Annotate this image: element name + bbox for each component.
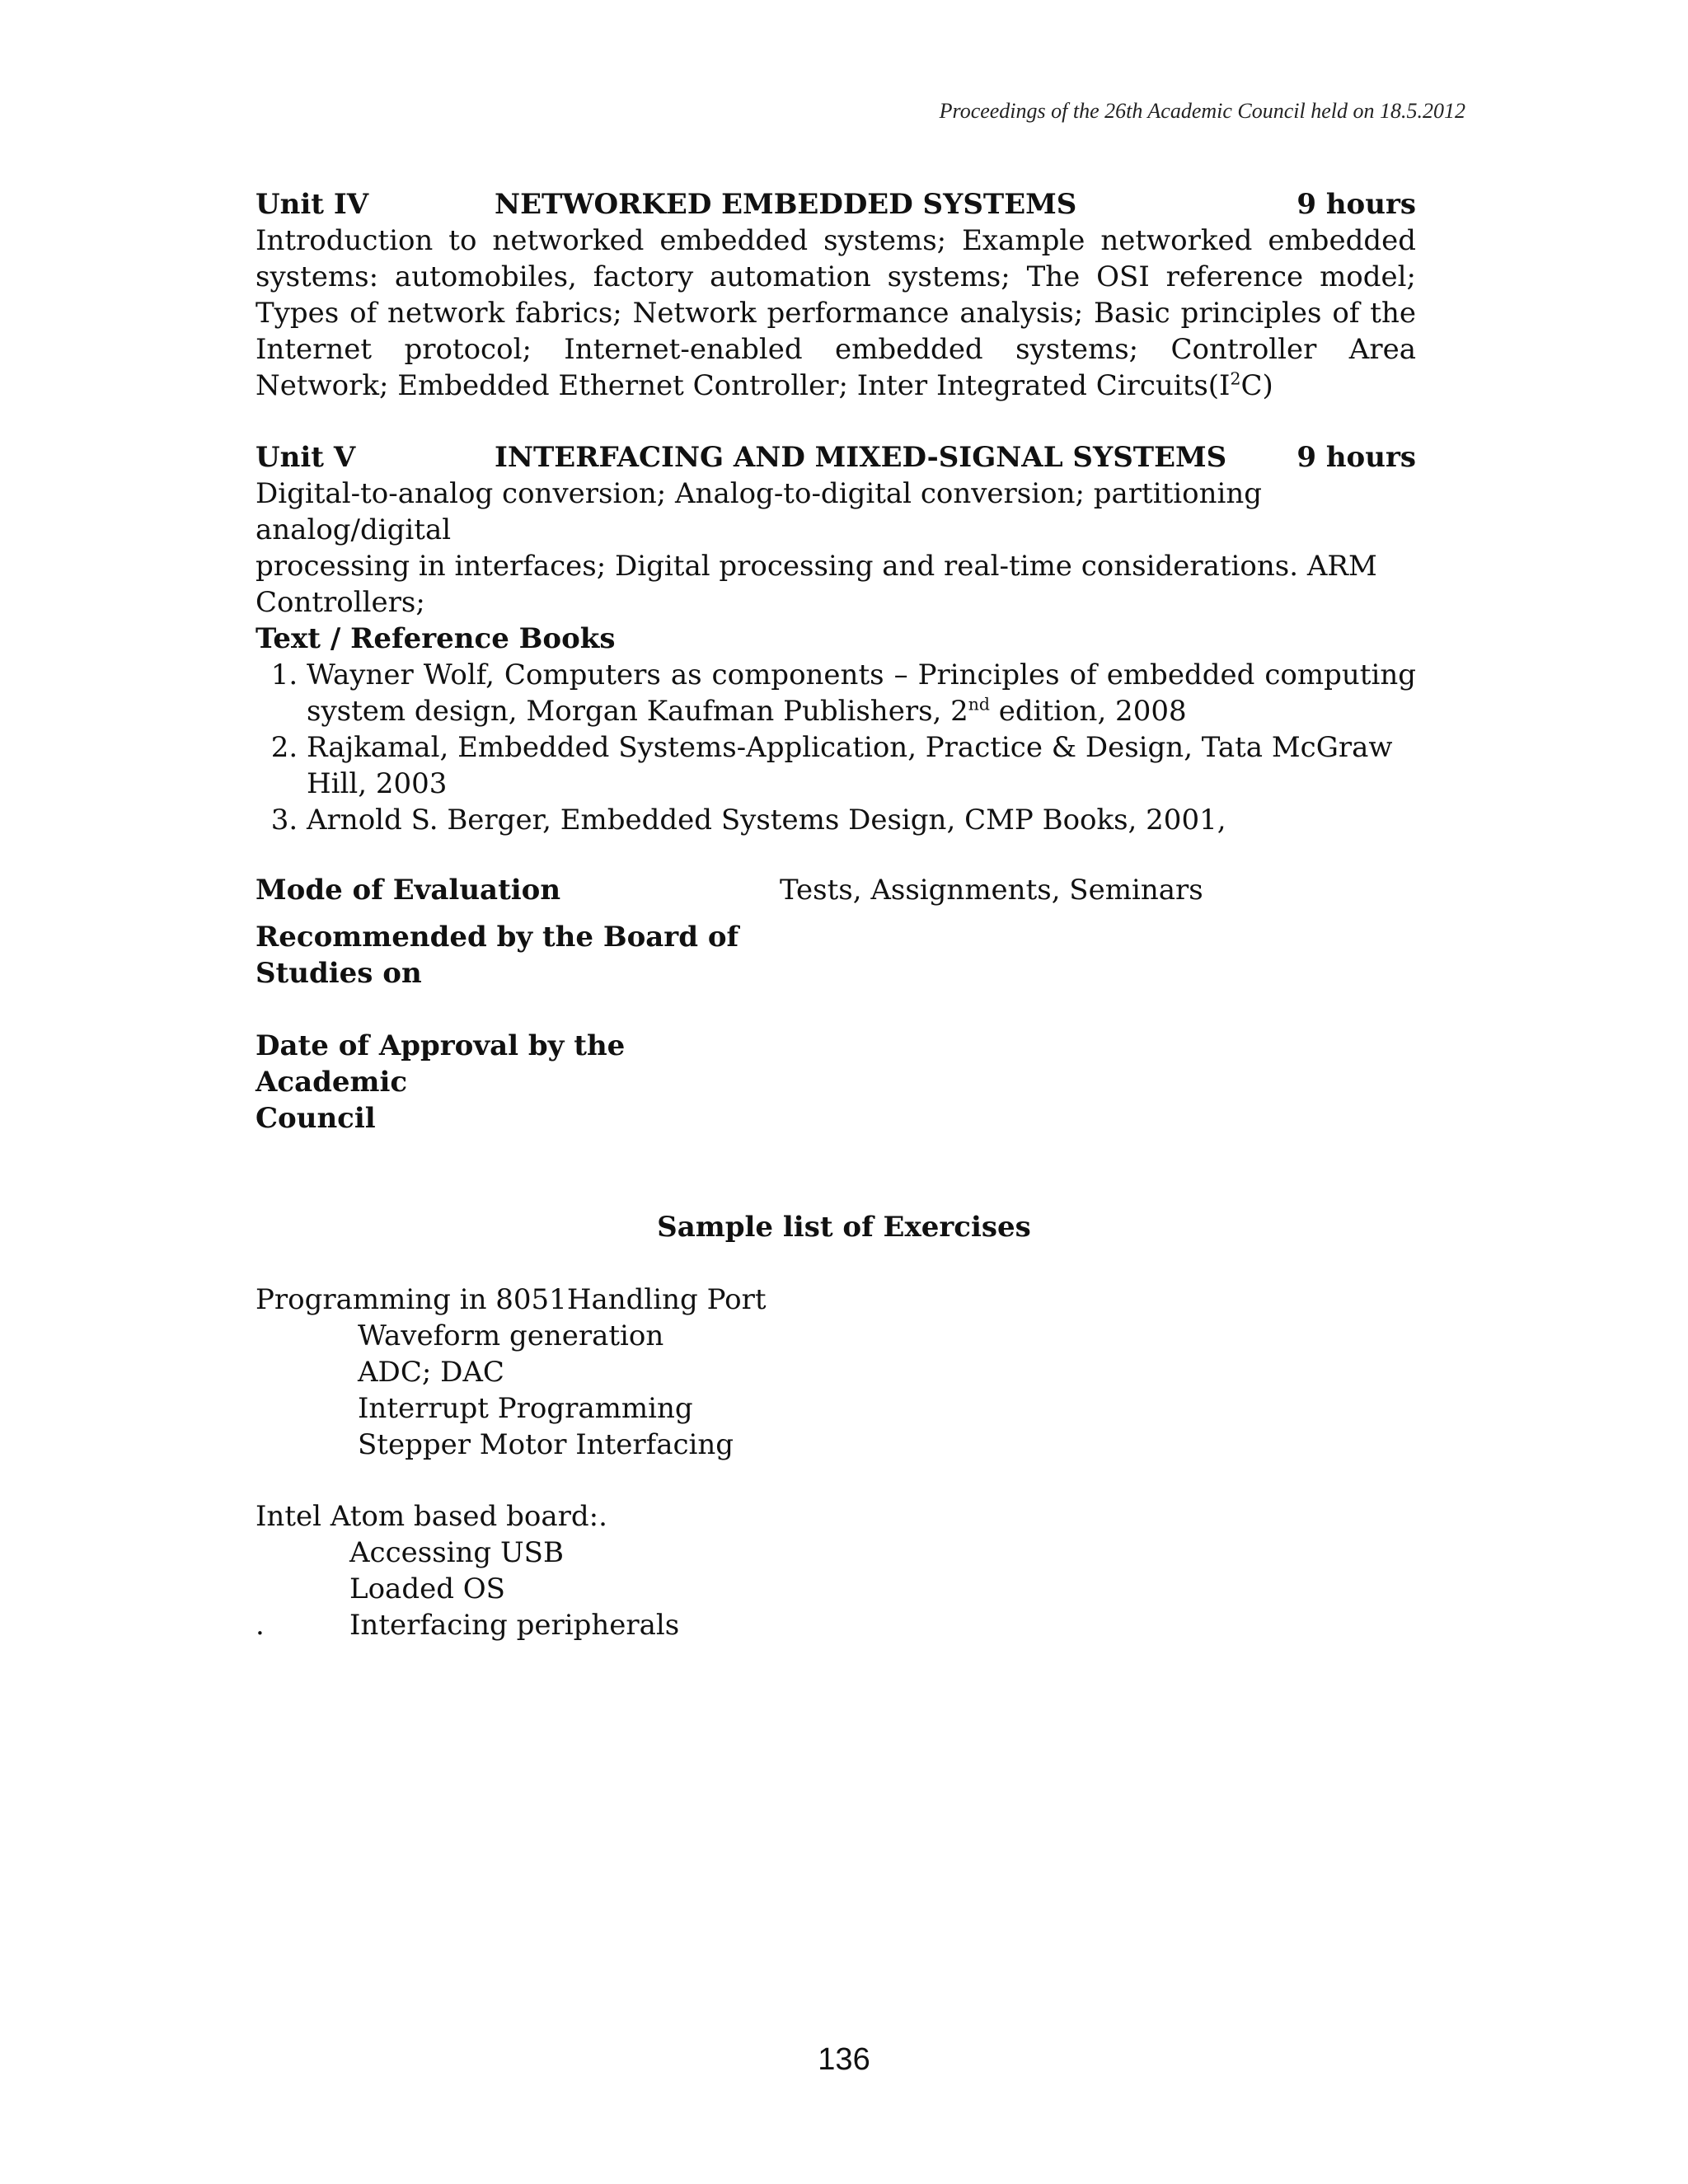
stray-dot: .	[256, 1609, 265, 1642]
exercise-item: Waveform generation	[358, 1319, 664, 1352]
exercise-item: ADC; DAC	[358, 1356, 504, 1389]
unit-v-line-3: Controllers;	[256, 586, 425, 619]
exercise-item: Accessing USB	[349, 1536, 564, 1569]
list-item: 3. Arnold S. Berger, Embedded Systems Design, CMP Books, 2001,	[307, 802, 1416, 838]
unit-iv-body	[256, 223, 1416, 404]
unit-hours: 9 hours	[1296, 441, 1416, 474]
exercise-group-1-title: Programming in 8051Handling Port	[256, 1283, 767, 1316]
evaluation-section	[256, 872, 1416, 1135]
mode-of-evaluation-label: Mode of Evaluation	[256, 874, 561, 907]
unit-number: Unit IV	[256, 188, 369, 221]
exercise-item: Interfacing peripherals	[349, 1609, 680, 1642]
recommended-line-1: Recommended by the Board of	[256, 921, 739, 954]
unit-v-line-1: Digital-to-analog conversion; Analog-to-digital conversion; partitioning analog/digital	[256, 477, 1263, 546]
exercise-group-2-title: Intel Atom based board:.	[256, 1500, 607, 1533]
exercise-item: Interrupt Programming	[358, 1392, 693, 1425]
book-text-end: edition, 2008	[989, 695, 1187, 728]
unit-v-section	[256, 439, 1416, 621]
approval-line-1: Date of Approval by the Academic	[256, 1029, 626, 1099]
page-number: 136	[818, 2042, 870, 2077]
unit-iv-heading	[256, 186, 1416, 223]
unit-number: Unit V	[256, 441, 356, 474]
unit-v-line-2: processing in interfaces; Digital processing and real-time considerations. ARM	[256, 550, 1377, 583]
unit-iv-section	[256, 186, 1416, 404]
reference-books-section	[256, 621, 1416, 838]
recommended-label	[256, 919, 750, 991]
unit-v-heading	[256, 439, 1416, 476]
unit-title: NETWORKED EMBEDDED SYSTEMS	[495, 188, 1077, 221]
unit-hours: 9 hours	[1296, 188, 1416, 221]
exercises-title: Sample list of Exercises	[657, 1211, 1031, 1244]
recommended-line-2: Studies on	[256, 957, 422, 990]
unit-title: INTERFACING AND MIXED-SIGNAL SYSTEMS	[495, 441, 1227, 474]
page-header: Proceedings of the 26th Academic Council held on 18.5.2012	[939, 99, 1465, 123]
book-text: Wayner Wolf, Computers as components – Principles of embedded computing system design, Morgan Kaufman Publishers, 2	[307, 658, 1416, 728]
superscript: nd	[968, 694, 990, 715]
list-item: 2. Rajkamal, Embedded Systems-Application, Practice & Design, Tata McGraw Hill, 2003	[307, 729, 1416, 802]
unit-body-text-end: C)	[1240, 369, 1273, 402]
list-item	[307, 657, 1416, 729]
mode-of-evaluation-value: Tests, Assignments, Seminars	[780, 874, 1203, 907]
exercise-item: Stepper Motor Interfacing	[358, 1428, 734, 1461]
superscript: 2	[1230, 368, 1241, 389]
books-list	[256, 657, 1416, 838]
approval-line-2: Council	[256, 1102, 376, 1135]
exercise-item: Loaded OS	[349, 1572, 505, 1605]
books-heading: Text / Reference Books	[256, 622, 616, 655]
approval-label	[256, 1028, 750, 1137]
unit-body-text: Introduction to networked embedded systems; Example networked embedded systems: automobiles, factory automation systems; The OSI reference model; Types of network fabrics; Network performance analysis; Basic principles of the Internet protocol; Internet-enabled embedded systems; Controller Area Network; Embedded Ethernet Controller; Inter Integrated Circuits(I	[256, 224, 1416, 402]
